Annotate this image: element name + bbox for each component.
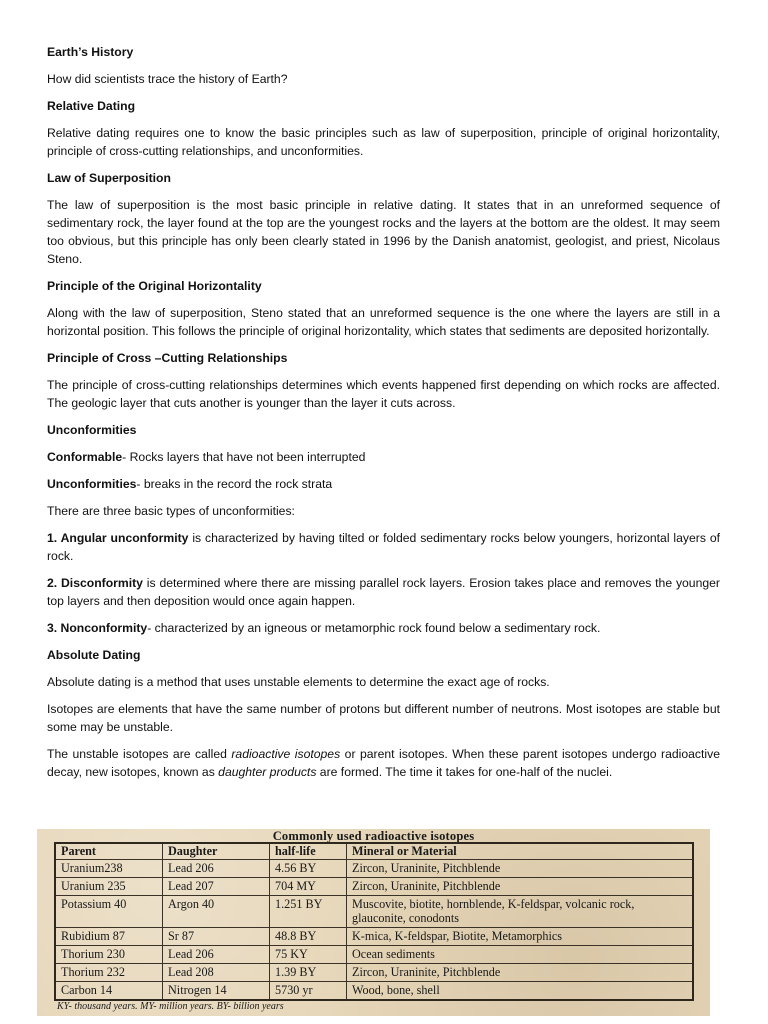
unconformities-definition — [47, 475, 720, 493]
text3-part-b: or parent isotopes. When these parent isotopes undergo radioactive decay, new isotopes, known as — [47, 747, 720, 779]
conformable-definition — [47, 448, 720, 466]
table-row — [55, 946, 693, 964]
isotope-table-title: Commonly used radioactive isotopes — [272, 829, 475, 843]
cross-cutting-text: The principle of cross-cutting relationships determines which events happened first depending on which rocks are affected. The geologic layer that cuts another is younger than the layer it cuts across. — [47, 378, 720, 410]
cell-parent: Potassium 40 — [55, 896, 163, 928]
cell-daughter: Lead 208 — [163, 964, 270, 982]
cell-mineral: Ocean sediments — [347, 946, 694, 964]
absolute-dating-text-3 — [47, 745, 720, 781]
cell-parent: Carbon 14 — [55, 982, 163, 1001]
cell-parent: Uranium 235 — [55, 878, 163, 896]
conformable-text: - Rocks layers that have not been interrupted — [122, 450, 366, 464]
cell-half-life: 75 KY — [270, 946, 347, 964]
cell-daughter: Lead 206 — [163, 946, 270, 964]
superposition-heading: Law of Superposition — [47, 171, 171, 185]
cross-cutting-heading: Principle of Cross –Cutting Relationships — [47, 351, 288, 365]
table-row — [55, 896, 693, 928]
isotope-table — [54, 842, 694, 1001]
disconformity-term: 2. Disconformity — [47, 576, 143, 590]
radioactive-isotopes-term: radioactive isotopes — [231, 747, 341, 761]
disconformity-text: is determined where there are missing parallel rock layers. Erosion takes place and removes the younger top layers and then deposition would once again happen. — [47, 576, 720, 608]
isotope-table-image — [37, 829, 710, 1016]
table-row — [55, 964, 693, 982]
table-row — [55, 878, 693, 896]
cell-mineral: Wood, bone, shell — [347, 982, 694, 1001]
unconformities-term: Unconformities — [47, 477, 137, 491]
cell-half-life: 5730 yr — [270, 982, 347, 1001]
relative-dating-text: Relative dating requires one to know the basic principles such as law of superposition, principle of original horizontality, principle of cross-cutting relationships, and unconformities. — [47, 126, 720, 158]
unconformities-text: - breaks in the record the rock strata — [136, 477, 333, 491]
unconformities-heading: Unconformities — [47, 423, 137, 437]
horizontality-text: Along with the law of superposition, Steno stated that an unreformed sequence is the one where the layers are still in a horizontal position. This follows the principle of original horizontality, which states that sediments are deposited horizontally. — [47, 306, 720, 338]
cell-parent: Thorium 230 — [55, 946, 163, 964]
table-row — [55, 928, 693, 946]
header-daughter: Daughter — [163, 843, 270, 860]
absolute-dating-text-1: Absolute dating is a method that uses unstable elements to determine the exact age of rocks. — [47, 675, 550, 689]
cell-parent: Uranium238 — [55, 860, 163, 878]
isotope-table-footnote: KY- thousand years. MY- million years. BY- billion years — [57, 1001, 284, 1012]
angular-text: is characterized by having tilted or folded sedimentary rocks below youngers, horizontal layers of rock. — [47, 531, 721, 563]
superposition-text: The law of superposition is the most basic principle in relative dating. It states that in an unreformed sequence of sedimentary rock, the layer found at the top are the youngest rocks and the layers at the bottom are the oldest. It may seem too obvious, but this principle has only been clearly stated in 1996 by the Danish anatomist, geologist, and priest, Nicolaus Steno. — [47, 198, 720, 266]
text3-part-a: The unstable isotopes are called — [47, 747, 232, 761]
horizontality-heading: Principle of the Original Horizontality — [47, 279, 262, 293]
header-parent: Parent — [55, 843, 163, 860]
absolute-dating-heading: Absolute Dating — [47, 648, 141, 662]
document-title: Earth’s History — [47, 45, 134, 59]
cell-half-life: 48.8 BY — [270, 928, 347, 946]
header-half-life: half-life — [270, 843, 347, 860]
cell-daughter: Sr 87 — [163, 928, 270, 946]
daughter-products-term: daughter products — [218, 765, 317, 779]
nonconformity-term: 3. Nonconformity — [47, 621, 148, 635]
unconformity-item-angular — [47, 529, 720, 565]
cell-daughter: Lead 207 — [163, 878, 270, 896]
cell-daughter: Nitrogen 14 — [163, 982, 270, 1001]
cell-mineral: Muscovite, biotite, hornblende, K-feldspar, volcanic rock, glauconite, conodonts — [347, 896, 694, 928]
angular-term: 1. Angular unconformity — [47, 531, 189, 545]
unconformity-item-disconformity — [47, 574, 720, 610]
cell-parent: Rubidium 87 — [55, 928, 163, 946]
cell-daughter: Argon 40 — [163, 896, 270, 928]
table-header-row — [55, 843, 693, 860]
cell-half-life: 1.251 BY — [270, 896, 347, 928]
conformable-term: Conformable — [47, 450, 123, 464]
nonconformity-text: - characterized by an igneous or metamorphic rock found below a sedimentary rock. — [147, 621, 601, 635]
cell-mineral: Zircon, Uraninite, Pitchblende — [347, 878, 694, 896]
cell-parent: Thorium 232 — [55, 964, 163, 982]
unconformities-intro: There are three basic types of unconformities: — [47, 504, 295, 518]
document-body — [47, 43, 720, 790]
relative-dating-heading: Relative Dating — [47, 99, 136, 113]
cell-daughter: Lead 206 — [163, 860, 270, 878]
text3-part-c: are formed. The time it takes for one-half of the nuclei. — [316, 765, 613, 779]
cell-half-life: 704 MY — [270, 878, 347, 896]
table-row — [55, 982, 693, 1001]
unconformity-item-nonconformity — [47, 619, 720, 637]
cell-mineral: Zircon, Uraninite, Pitchblende — [347, 964, 694, 982]
cell-mineral: K-mica, K-feldspar, Biotite, Metamorphics — [347, 928, 694, 946]
intro-question: How did scientists trace the history of Earth? — [47, 72, 288, 86]
absolute-dating-text-2: Isotopes are elements that have the same number of protons but different number of neutrons. Most isotopes are stable but some may be unstable. — [47, 702, 720, 734]
header-mineral: Mineral or Material — [347, 843, 694, 860]
cell-half-life: 1.39 BY — [270, 964, 347, 982]
cell-mineral: Zircon, Uraninite, Pitchblende — [347, 860, 694, 878]
table-row — [55, 860, 693, 878]
cell-half-life: 4.56 BY — [270, 860, 347, 878]
